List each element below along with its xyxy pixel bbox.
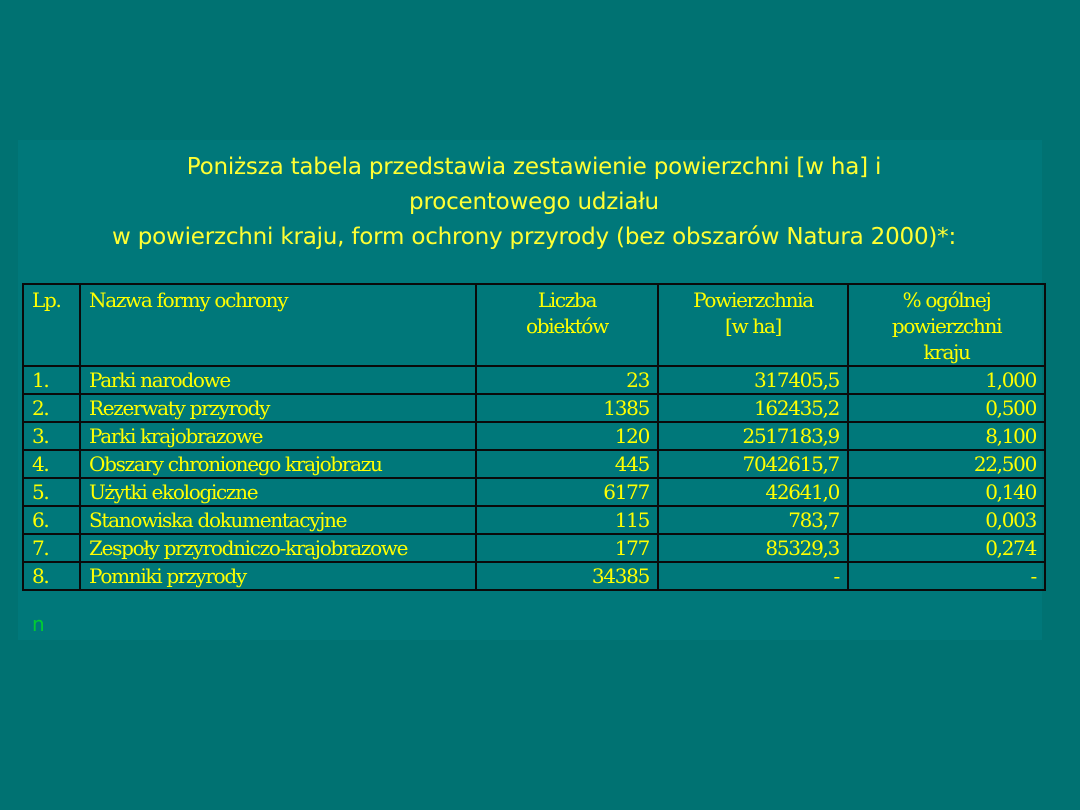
cell-pct: 8,100 — [848, 422, 1045, 450]
cell-name: Pomniki przyrody — [80, 562, 476, 590]
cell-pct: 22,500 — [848, 450, 1045, 478]
cell-lp: 7. — [23, 534, 80, 562]
cell-area: 162435,2 — [658, 394, 848, 422]
cell-name: Obszary chronionego krajobrazu — [80, 450, 476, 478]
cell-lp: 6. — [23, 506, 80, 534]
cell-count: 120 — [476, 422, 658, 450]
cell-pct: 0,140 — [848, 478, 1045, 506]
cell-area: - — [658, 562, 848, 590]
cell-pct: 0,274 — [848, 534, 1045, 562]
header-name: Nazwa formy ochrony — [80, 284, 476, 366]
table-row — [23, 450, 1045, 478]
cell-count: 1385 — [476, 394, 658, 422]
protection-forms-table — [22, 283, 1046, 591]
cell-count: 445 — [476, 450, 658, 478]
cell-count: 34385 — [476, 562, 658, 590]
header-area: Powierzchnia [w ha] — [658, 284, 848, 366]
table-row — [23, 534, 1045, 562]
heading-line-1: Poniższa tabela przedstawia zestawienie powierzchni [w ha] i — [186, 154, 882, 180]
cell-name: Rezerwaty przyrody — [80, 394, 476, 422]
cell-area: 783,7 — [658, 506, 848, 534]
table-row — [23, 394, 1045, 422]
cell-area: 317405,5 — [658, 366, 848, 394]
header-lp: Lp. — [23, 284, 80, 366]
cell-lp: 3. — [23, 422, 80, 450]
slide-heading — [18, 150, 1050, 255]
table-row — [23, 562, 1045, 590]
heading-line-2: procentowego udziału — [409, 189, 659, 215]
cell-area: 2517183,9 — [658, 422, 848, 450]
header-count: Liczba obiektów — [476, 284, 658, 366]
cell-area: 85329,3 — [658, 534, 848, 562]
cell-pct: 0,500 — [848, 394, 1045, 422]
table-row — [23, 422, 1045, 450]
cell-count: 115 — [476, 506, 658, 534]
table-row — [23, 366, 1045, 394]
cell-name: Zespoły przyrodniczo-krajobrazowe — [80, 534, 476, 562]
cell-count: 177 — [476, 534, 658, 562]
cell-name: Parki narodowe — [80, 366, 476, 394]
cell-pct: 1,000 — [848, 366, 1045, 394]
table-header-row — [23, 284, 1045, 366]
heading-line-3: w powierzchni kraju, form ochrony przyrody (bez obszarów Natura 2000)*: — [111, 224, 957, 250]
cell-area: 7042615,7 — [658, 450, 848, 478]
cell-name: Parki krajobrazowe — [80, 422, 476, 450]
table-row — [23, 478, 1045, 506]
cell-name: Użytki ekologiczne — [80, 478, 476, 506]
cell-lp: 2. — [23, 394, 80, 422]
cell-lp: 1. — [23, 366, 80, 394]
cell-lp: 5. — [23, 478, 80, 506]
cell-lp: 4. — [23, 450, 80, 478]
cell-lp: 8. — [23, 562, 80, 590]
cell-name: Stanowiska dokumentacyjne — [80, 506, 476, 534]
header-pct: % ogólnej powierzchni kraju — [848, 284, 1045, 366]
footnote-text: n — [32, 612, 45, 636]
cell-pct: 0,003 — [848, 506, 1045, 534]
cell-count: 6177 — [476, 478, 658, 506]
cell-pct: - — [848, 562, 1045, 590]
cell-count: 23 — [476, 366, 658, 394]
cell-area: 42641,0 — [658, 478, 848, 506]
table-row — [23, 506, 1045, 534]
